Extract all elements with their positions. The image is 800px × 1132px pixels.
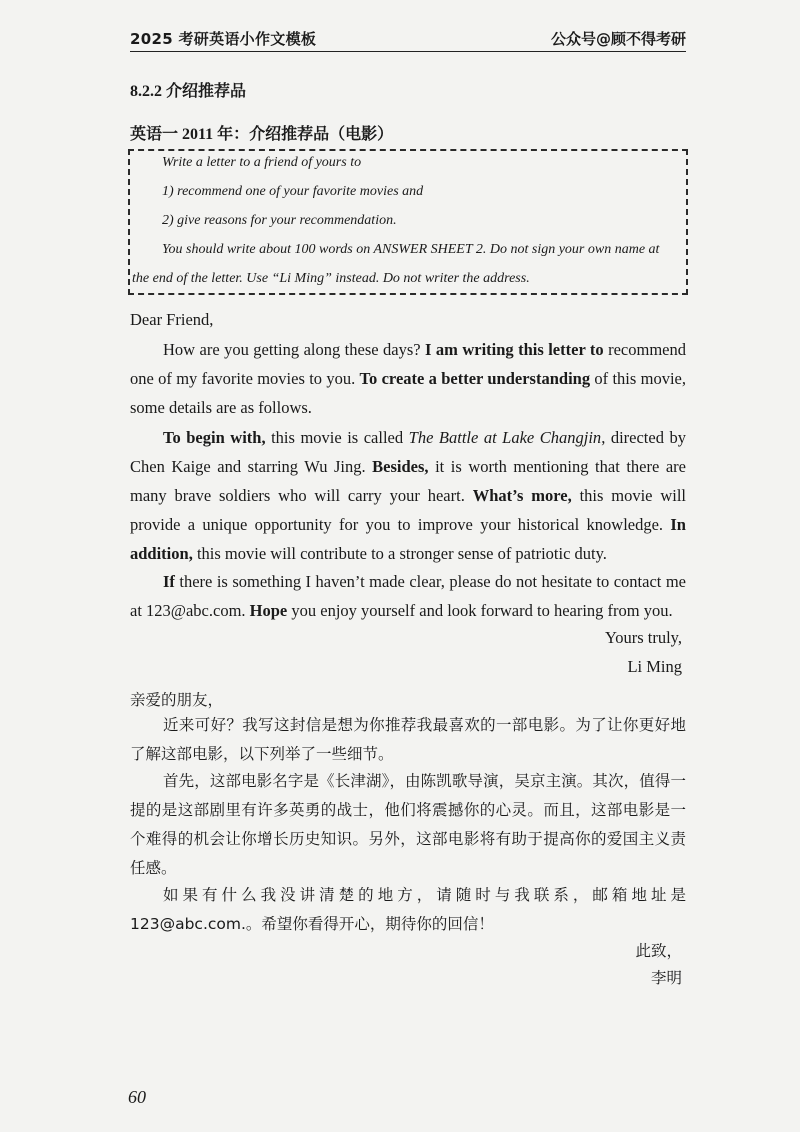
section-heading: 8.2.2 介绍推荐品	[130, 83, 247, 100]
letter-salutation: Dear Friend,	[130, 310, 214, 329]
p1-text-2: recommend one of my favorite movies to you.	[130, 340, 686, 388]
prompt-line-1: Write a letter to a friend of yours to	[162, 155, 362, 170]
translation-signature: 李明	[650, 969, 682, 987]
p3-bold-2: Hope	[249, 601, 288, 620]
letter-paragraph-3	[130, 567, 686, 625]
p3-text-2: you enjoy yourself and look forward to hearing from you.	[287, 601, 673, 620]
p2-text-2: , directed by Chen Kaige and starring Wu Jing.	[130, 428, 686, 476]
prompt-line-3: 2) give reasons for your recommendation.	[162, 213, 397, 228]
p1-text-3: of this movie, some details are as follows.	[130, 369, 686, 417]
p1-text-1: How are you getting along these days?	[163, 340, 426, 359]
p1-bold-1: I am writing this letter to	[425, 340, 604, 359]
p3-text-1: there is something I haven’t made clear, please do not hesitate to contact me at 123@abc.com.	[130, 572, 686, 620]
prompt-line-4: You should write about 100 words on ANSWER SHEET 2. Do not sign your own name at	[162, 242, 660, 257]
movie-title: The Battle at Lake Changjin	[408, 428, 602, 447]
p2-text-1: this movie is called	[265, 428, 409, 447]
letter-paragraph-2	[130, 423, 686, 568]
p2-bold-4: In addition,	[130, 515, 686, 563]
p1-bold-2: To create a better understanding	[359, 369, 591, 388]
p2-bold-1: To begin with,	[163, 428, 266, 447]
translation-closing: 此致，	[635, 942, 682, 960]
letter-closing: Yours truly,	[604, 628, 682, 647]
p3-bold-1: If	[163, 572, 175, 591]
header-account: 公众号@顾不得考研	[550, 30, 686, 48]
translation-paragraph-2: 首先，这部电影名字是《长津湖》，由陈凯歌导演，吴京主演。其次，值得一提的是这部剧里有许多英勇的战士，他们将震撼你的心灵。而且，这部电影是一个难得的机会让你增长历史知识。另外，这部电影将有助于提高你的爱国主义责任感。	[130, 772, 686, 877]
translation-salutation: 亲爱的朋友，	[130, 691, 224, 709]
translation-paragraph-3: 如果有什么我没讲清楚的地方，请随时与我联系，邮箱地址是 123@abc.com.。希望你看得开心，期待你的回信！	[130, 886, 686, 933]
p2-text-5: this movie will contribute to a stronger sense of patriotic duty.	[192, 544, 607, 563]
header-title: 2025 考研英语小作文模板	[130, 30, 317, 48]
running-header	[130, 22, 686, 52]
prompt-box	[128, 149, 688, 295]
page-number: 60	[128, 1087, 146, 1107]
p2-text-3: it is worth mentioning that there are many brave soldiers who will carry your heart.	[130, 457, 686, 505]
p2-text-4: this movie will provide a unique opportunity for you to improve your historical knowledge.	[130, 486, 687, 534]
prompt-line-5: the end of the letter. Use “Li Ming” instead. Do not writer the address.	[132, 271, 530, 286]
letter-paragraph-1	[130, 335, 686, 422]
header-rule	[130, 51, 686, 52]
p2-bold-2: Besides,	[372, 457, 429, 476]
exam-heading: 英语一 2011 年：介绍推荐品（电影）	[130, 126, 394, 143]
translation-paragraph-1: 近来可好？我写这封信是想为你推荐我最喜欢的一部电影。为了让你更好地了解这部电影，以下列举了一些细节。	[130, 716, 686, 763]
prompt-line-2: 1) recommend one of your favorite movies and	[162, 184, 424, 199]
letter-signature: Li Ming	[627, 657, 682, 676]
p2-bold-3: What’s more,	[472, 486, 572, 505]
